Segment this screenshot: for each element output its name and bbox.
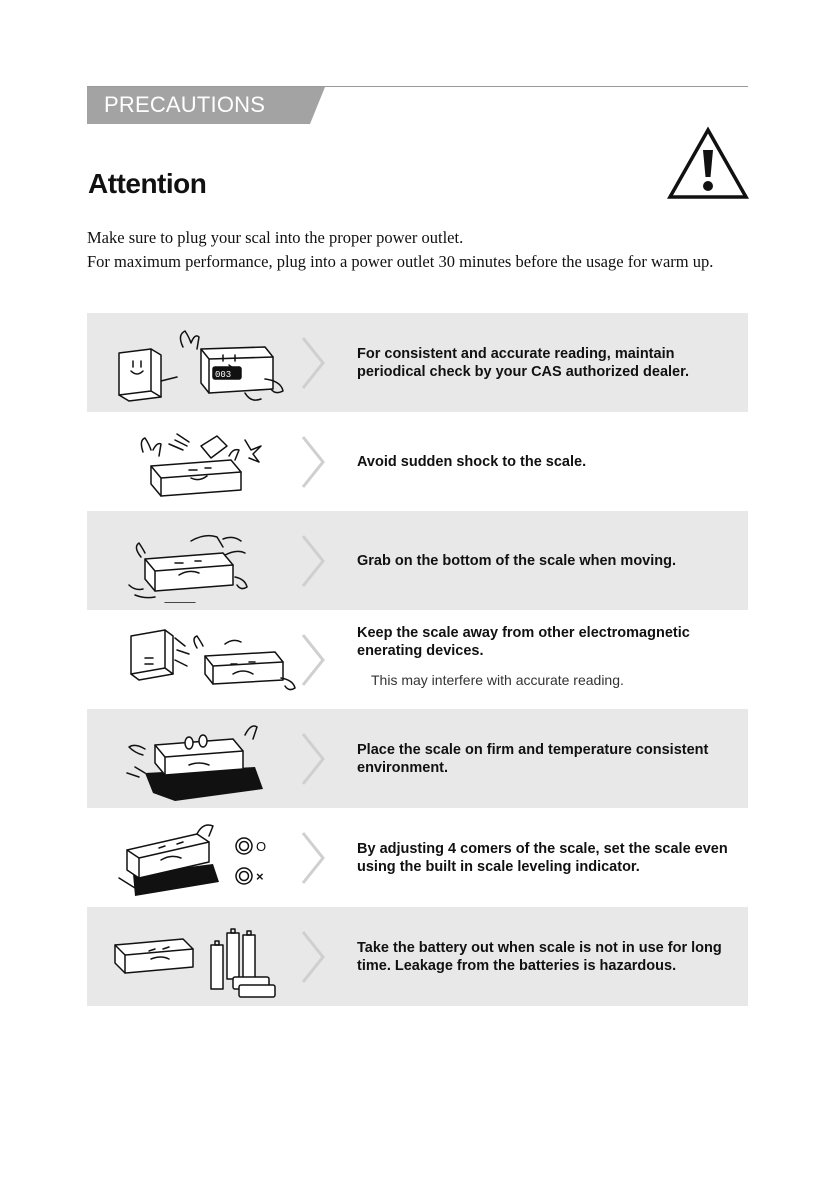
precaution-text: For consistent and accurate reading, maintain periodical check by your CAS authorized dealer. (357, 345, 689, 380)
precaution-row (87, 808, 748, 907)
chevron-right-icon (301, 930, 325, 984)
precaution-text: Grab on the bottom of the scale when moving. (357, 552, 677, 569)
chevron-right-icon (301, 534, 325, 588)
grab-bottom-illustration (105, 519, 310, 603)
battery-removal-illustration (105, 915, 310, 999)
precaution-text-block (357, 808, 737, 907)
precaution-row (87, 313, 748, 412)
precaution-row (87, 412, 748, 511)
display-readout: 003 (215, 370, 232, 380)
precaution-text-block (357, 907, 737, 1006)
firm-surface-illustration (105, 717, 310, 801)
precaution-text-block (357, 412, 737, 511)
precaution-text-block (357, 313, 737, 412)
leveling-illustration (105, 816, 310, 900)
chevron-right-icon (301, 435, 325, 489)
sudden-shock-illustration (105, 420, 310, 504)
level-wrong-mark: × (256, 869, 264, 884)
chevron-right-icon (301, 336, 325, 390)
precaution-row (87, 907, 748, 1006)
exclamation-triangle-icon (667, 126, 749, 200)
precaution-row (87, 511, 748, 610)
precaution-text: Place the scale on firm and temperature consistent environment. (357, 741, 709, 776)
precaution-text: Take the battery out when scale is not in use for long time. Leakage from the batteries is hazardous. (357, 939, 722, 974)
intro-line: Make sure to plug your scal into the proper power outlet. (87, 228, 464, 247)
page-heading: Attention (88, 168, 207, 199)
precaution-text-block (357, 511, 737, 610)
precaution-text: Keep the scale away from other electromagnetic enerating devices. (357, 625, 690, 659)
precaution-text: Avoid sudden shock to the scale. (357, 453, 587, 470)
precaution-text-block (357, 709, 737, 808)
section-title: PRECAUTIONS (104, 92, 266, 117)
chevron-right-icon (301, 831, 325, 885)
precaution-note: This may interfere with accurate reading. (371, 672, 624, 688)
intro-line: For maximum performance, plug into a power outlet 30 minutes before the usage for warm up. (87, 252, 714, 271)
precaution-row (87, 709, 748, 808)
precaution-text-block (357, 610, 737, 689)
precaution-list (87, 313, 748, 1006)
precaution-text: By adjusting 4 comers of the scale, set the scale even using the built in scale leveling indicator. (357, 840, 728, 875)
intro-text (87, 226, 713, 274)
chevron-right-icon (301, 633, 325, 687)
precaution-row (87, 610, 748, 709)
section-tab (87, 87, 325, 124)
level-correct-mark: O (256, 839, 267, 854)
electromagnetic-illustration (105, 618, 310, 702)
dealer-check-illustration (105, 321, 310, 405)
chevron-right-icon (301, 732, 325, 786)
